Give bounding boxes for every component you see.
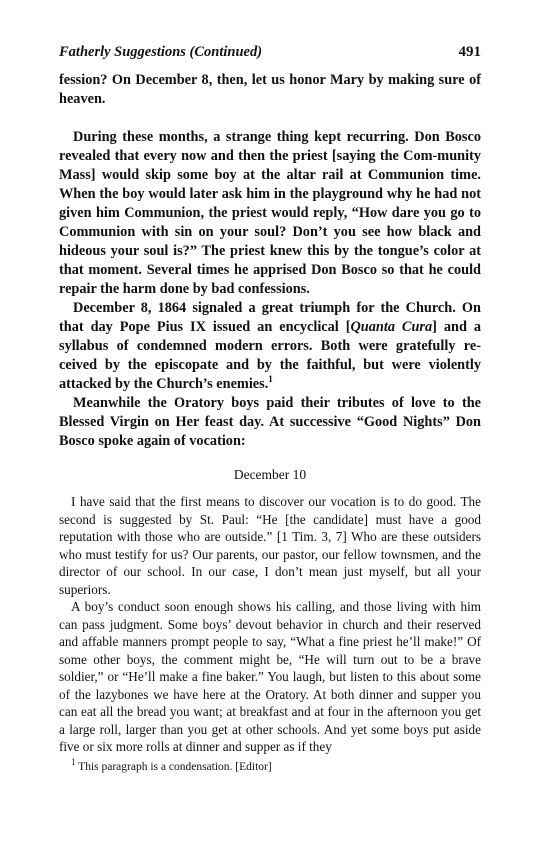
good-night-talk <box>59 493 481 756</box>
book-page <box>59 44 481 775</box>
talk-paragraph-conduct: A boy’s conduct soon enough shows his calling, and those living with him can pass judgment. Some boys’ devout behavior in church and their reserved and affable manners prompt people to say, “What a fine priest he’ll make!” Of some other boys, the comment might be, “He will turn out to be a brave soldier,” or “He’ll make a fine baker.” You laugh, but listen to this about some of the lazybones we have here at the Oratory. At both dinner and supper you can eat all the bread you want; at breakfast and at four in the afternoon you get a large roll, larger than you get at other schools. And yet some boys put aside five or six more rolls at dinner and supper as if they <box>59 599 481 754</box>
footnote-text: This paragraph is a condensation. [Editor] <box>78 760 272 773</box>
paragraph-continued: fession? On December 8, then, let us honor Mary by making sure of heaven. <box>59 72 481 107</box>
letter-date: December 10 <box>233 467 307 482</box>
encyclical-text-start: December 8, 1864 signaled a great triumph for the Church. On that day Pope Pius IX issued an encyclical [ <box>59 300 481 335</box>
running-head <box>59 44 481 61</box>
encyclical-text-end: ] and a syllabus of condemned modern errors. Both were gratefully re-ceived by the episcopate and by the faithful, but were violently attacked by the Church’s enemies. <box>59 319 481 392</box>
paragraph-gap <box>59 109 481 128</box>
footnote <box>59 756 481 775</box>
running-title: Fatherly Suggestions (Continued) <box>59 44 263 60</box>
paragraph-encyclical <box>59 299 481 394</box>
footnote-mark: 1 <box>71 756 76 767</box>
body-text <box>59 71 481 451</box>
paragraph-bad-confessions: During these months, a strange thing kept recurring. Don Bosco revealed that every now and then the priest [saying the Com-munity Mass] would skip some boy at the altar rail at Communion time. When the boy would later ask him in the playground why he had not given him Communion, the priest would reply, “How dare you go to Communion with sin on your soul? Don’t you see how black and hideous your soul is?” The priest knew this by the tongue’s color at that moment. Several times he apprised Don Bosco so that he could repair the harm done by bad confessions. <box>59 129 481 297</box>
footnote-reference: 1 <box>268 374 273 385</box>
paragraph-good-nights: Meanwhile the Oratory boys paid their tributes of love to the Blessed Virgin on Her feast day. At successive “Good Nights” Don Bosco spoke again of vocation: <box>59 395 481 449</box>
talk-paragraph-reputation: I have said that the first means to discover our vocation is to do good. The second is suggested by St. Paul: “He [the candidate] must have a good reputation with those who are outside.” [1 Tim. 3, 7] Who are these outsiders who must testify for us? Our parents, our pastor, our fellow townsmen, and the director of our school. In our case, I don’t mean just myself, but all your superiors. <box>59 494 481 597</box>
encyclical-title: Quanta Cura <box>350 319 433 335</box>
page-number: 491 <box>458 44 481 60</box>
